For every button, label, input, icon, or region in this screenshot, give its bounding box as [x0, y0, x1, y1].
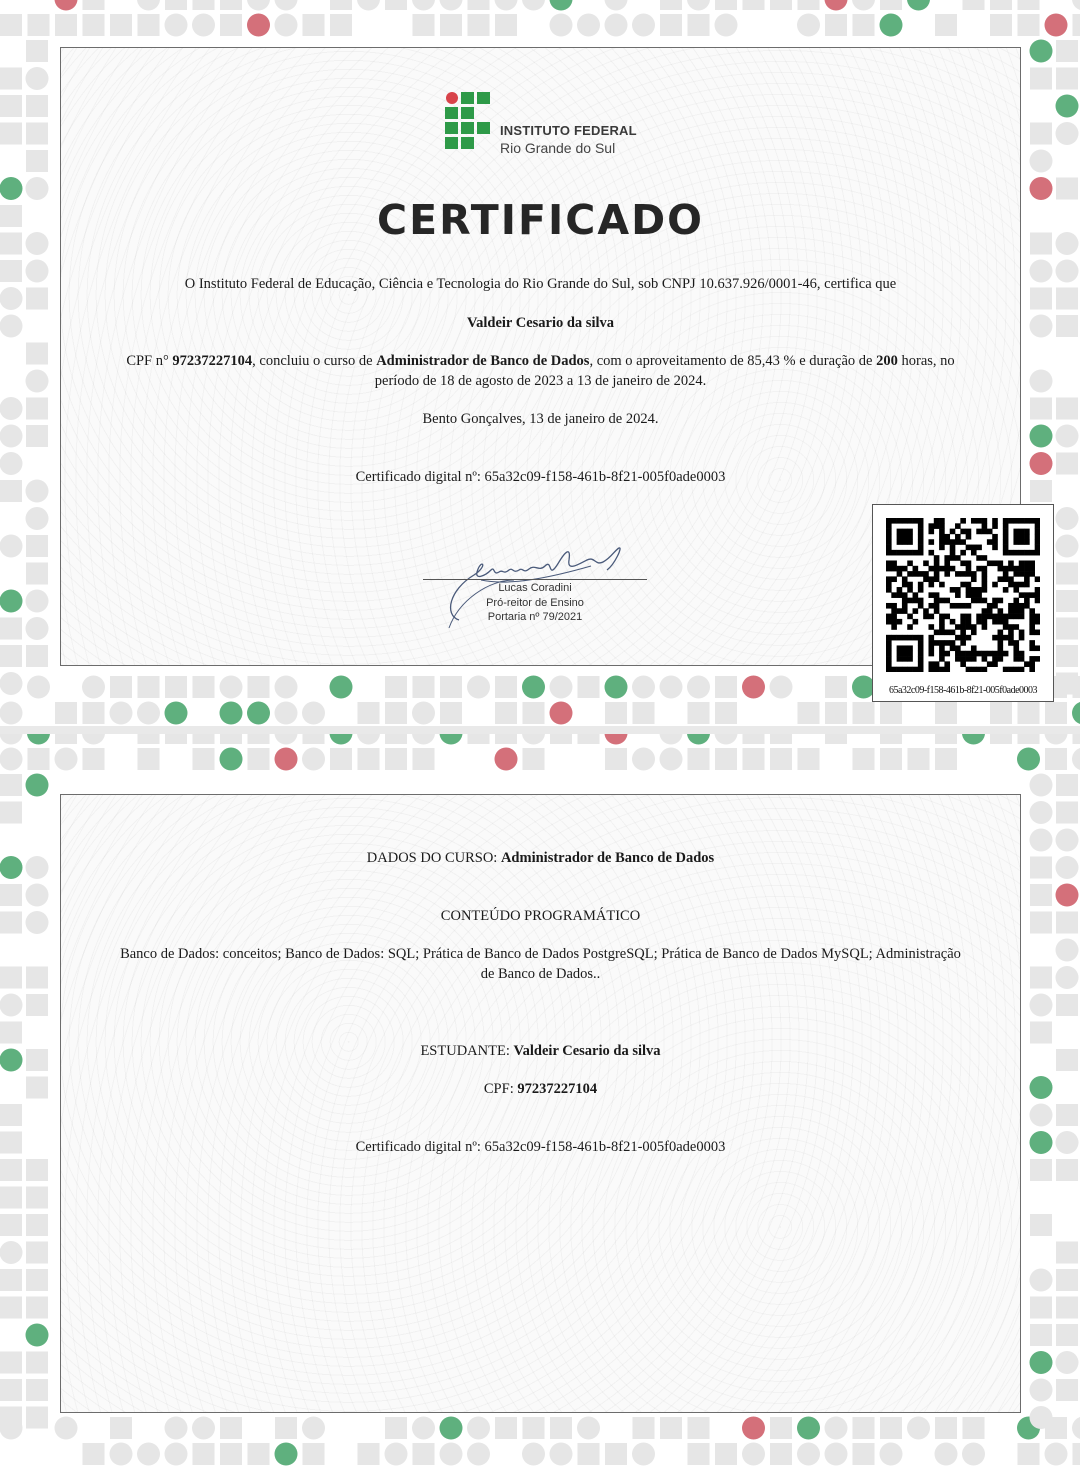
completion-statement — [81, 351, 1000, 371]
certificate-page-back — [0, 734, 1080, 1467]
qr-code-icon — [886, 518, 1040, 672]
page-separator — [0, 726, 1080, 734]
cpf-prefix: CPF n° — [126, 353, 173, 369]
qr-caption: 65a32c09-f158-461b-8f21-005f0ade0003 — [888, 685, 1038, 696]
logo-text-institute: INSTITUTO FEDERAL — [500, 123, 637, 138]
course-data-name: Administrador de Banco de Dados — [500, 850, 715, 866]
program-content-line1: Banco de Dados: conceitos; Banco de Dados: SQL; Prática de Banco de Dados PostgreSQL; Prática de Banco de Dados MySQL; Administração — [120, 946, 961, 962]
course-data-label: DADOS DO CURSO: — [366, 850, 501, 866]
certificate-page-front — [0, 0, 1080, 726]
student-name-back: Valdeir Cesario da silva — [513, 1043, 661, 1059]
digital-certificate-id-back: Certificado digital nº: 65a32c09-f158-461b-8f21-005f0ade0003 — [355, 1139, 726, 1155]
place-and-date: Bento Gonçalves, 13 de janeiro de 2024. — [422, 411, 659, 427]
program-title: CONTEÚDO PROGRAMÁTICO — [440, 908, 641, 924]
course-name: Administrador de Banco de Dados — [376, 353, 590, 369]
institution-logo — [445, 91, 645, 155]
signer-role: Pró-reitor de Ensino — [486, 597, 584, 609]
cpf-label: CPF: — [483, 1081, 518, 1097]
completion-text-1: , concluiu o curso de — [252, 353, 377, 369]
completion-text-2: , com o aproveitamento de 85,43 % e duração de — [589, 353, 877, 369]
signer-name: Lucas Coradini — [498, 582, 572, 594]
qr-code-box — [872, 504, 1054, 702]
course-period: período de 18 de agosto de 2023 a 13 de janeiro de 2024. — [374, 373, 707, 389]
student-line — [81, 1041, 1000, 1061]
if-logo-icon — [445, 91, 495, 153]
program-content-line2: de Banco de Dados.. — [480, 966, 601, 982]
student-name: Valdeir Cesario da silva — [466, 315, 615, 331]
cpf-number: 97237227104 — [172, 353, 253, 369]
cpf-number-back: 97237227104 — [517, 1081, 598, 1097]
certificate-title: CERTIFICADO — [376, 196, 705, 244]
logo-text-campus: Rio Grande do Sul — [500, 140, 616, 156]
student-label: ESTUDANTE: — [420, 1043, 514, 1059]
digital-certificate-id: Certificado digital nº: 65a32c09-f158-461b-8f21-005f0ade0003 — [355, 469, 726, 485]
course-hours: 200 — [876, 353, 898, 369]
intro-text: O Instituto Federal de Educação, Ciência e Tecnologia do Rio Grande do Sul, sob CNPJ 10.637.926/0001-46, certifica que — [184, 276, 897, 292]
cpf-line — [81, 1079, 1000, 1099]
completion-text-3: horas, no — [897, 353, 955, 369]
signer-ordinance: Portaria nº 79/2021 — [487, 611, 583, 623]
course-details-panel — [60, 794, 1021, 1413]
course-data-line — [81, 848, 1000, 868]
signature-line — [423, 579, 647, 580]
